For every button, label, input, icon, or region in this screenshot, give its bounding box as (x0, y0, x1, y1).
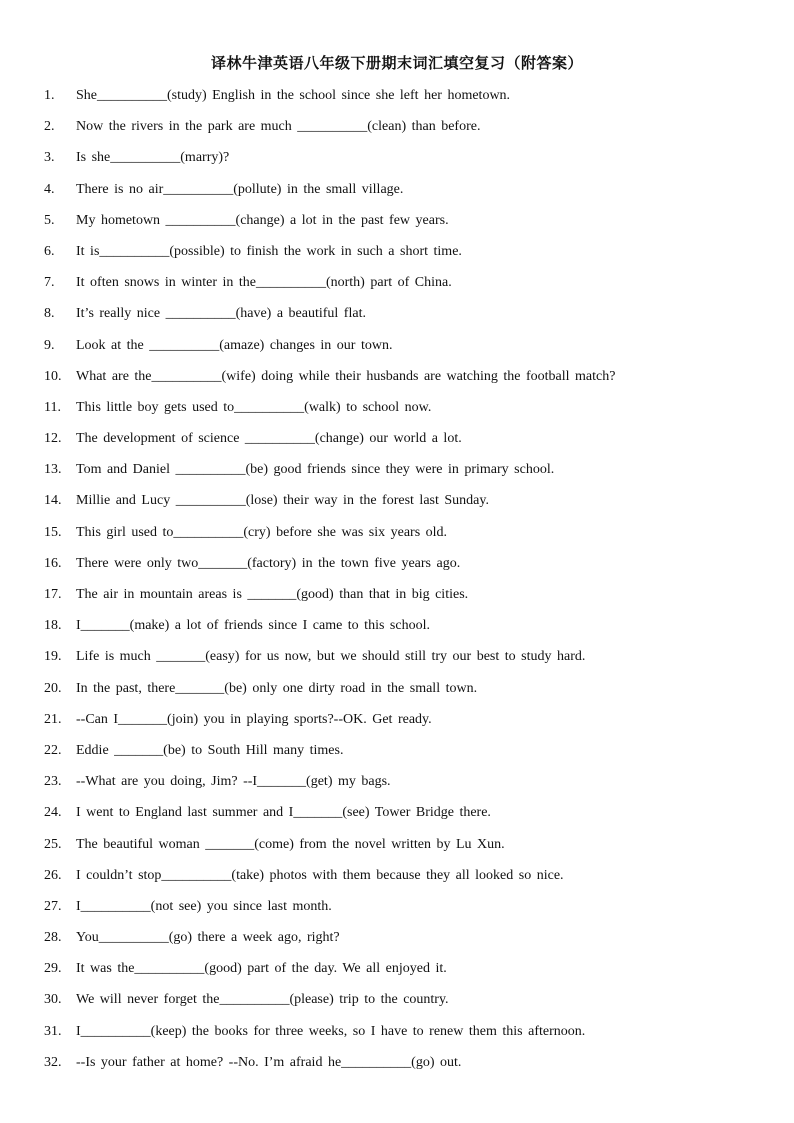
question-number: 29. (44, 961, 62, 977)
question-number: 1. (44, 88, 55, 103)
question-item (44, 803, 764, 834)
question-item (44, 585, 764, 616)
question-text: The beautiful woman _______(come) from the novel written by Lu Xun. (76, 836, 505, 852)
question-text: The air in mountain areas is _______(good) than that in big cities. (76, 587, 469, 602)
question-item (44, 959, 764, 990)
question-text: My hometown __________(change) a lot in the past few years. (76, 212, 449, 228)
question-text: It often snows in winter in the__________(north) part of China. (76, 275, 452, 291)
question-item (44, 273, 764, 304)
question-item (44, 835, 764, 866)
question-text: What are the__________(wife) doing while their husbands are watching the football match? (76, 368, 616, 384)
question-item (44, 491, 764, 522)
question-item (44, 304, 764, 335)
question-item (44, 117, 764, 148)
question-number: 22. (44, 742, 62, 758)
question-item (44, 710, 764, 741)
question-text: I__________(not see) you since last month. (76, 898, 332, 914)
question-item (44, 772, 764, 803)
question-text: There were only two_______(factory) in the town five years ago. (76, 555, 461, 571)
question-number: 26. (44, 867, 62, 883)
question-item (44, 897, 764, 928)
question-number: 30. (44, 992, 62, 1008)
question-number: 12. (44, 431, 62, 447)
question-number: 16. (44, 555, 62, 571)
question-number: 17. (44, 587, 62, 602)
page-title: 译林牛津英语八年级下册期末词汇填空复习（附答案） (210, 54, 583, 72)
question-text: --Is your father at home? --No. I’m afraid he__________(go) out. (76, 1054, 462, 1070)
question-text: It is__________(possible) to finish the work in such a short time. (76, 243, 462, 259)
question-text: I_______(make) a lot of friends since I came to this school. (76, 618, 430, 634)
question-number: 10. (44, 368, 62, 384)
question-text: This little boy gets used to__________(walk) to school now. (76, 399, 432, 415)
question-item (44, 741, 764, 772)
question-item (44, 616, 764, 647)
question-item (44, 211, 764, 242)
question-text: I couldn’t stop__________(take) photos with them because they all looked so nice. (76, 867, 564, 883)
question-number: 8. (44, 306, 55, 322)
question-text: --What are you doing, Jim? --I_______(get) my bags. (76, 774, 391, 790)
question-item (44, 928, 764, 959)
question-number: 3. (44, 150, 55, 166)
question-item (44, 1022, 764, 1053)
question-item (44, 1053, 764, 1084)
question-number: 19. (44, 649, 62, 665)
question-list (44, 86, 764, 1084)
question-text: --Can I_______(join) you in playing sports?--OK. Get ready. (76, 711, 432, 727)
question-item (44, 866, 764, 897)
question-text: Millie and Lucy __________(lose) their way in the forest last Sunday. (76, 493, 489, 509)
question-item (44, 336, 764, 367)
question-number: 5. (44, 212, 55, 228)
question-item (44, 148, 764, 179)
question-number: 7. (44, 275, 55, 291)
question-item (44, 367, 764, 398)
question-number: 13. (44, 462, 62, 478)
question-number: 15. (44, 524, 62, 540)
question-item (44, 398, 764, 429)
question-number: 25. (44, 836, 62, 852)
question-number: 14. (44, 493, 62, 509)
question-number: 32. (44, 1054, 62, 1070)
question-number: 11. (44, 399, 61, 415)
question-text: This girl used to__________(cry) before she was six years old. (76, 524, 448, 540)
question-number: 24. (44, 805, 62, 821)
question-text: Look at the __________(amaze) changes in our town. (76, 337, 393, 353)
question-number: 23. (44, 774, 62, 790)
question-text: There is no air__________(pollute) in the small village. (76, 181, 404, 197)
question-number: 27. (44, 898, 62, 914)
question-number: 31. (44, 1023, 62, 1039)
question-number: 9. (44, 337, 55, 353)
question-item (44, 554, 764, 585)
question-number: 28. (44, 930, 62, 946)
question-text: The development of science __________(change) our world a lot. (76, 431, 462, 447)
question-text: We will never forget the__________(please) trip to the country. (76, 992, 449, 1008)
question-number: 20. (44, 680, 62, 696)
question-number: 4. (44, 181, 55, 197)
question-text: Life is much _______(easy) for us now, but we should still try our best to study hard. (76, 649, 586, 665)
question-number: 18. (44, 618, 62, 634)
question-text: I went to England last summer and I_______(see) Tower Bridge there. (76, 805, 491, 821)
question-text: She__________(study) English in the school since she left her hometown. (76, 88, 511, 103)
question-item (44, 647, 764, 678)
question-text: You__________(go) there a week ago, right? (76, 930, 340, 946)
question-text: Eddie _______(be) to South Hill many times. (76, 742, 344, 758)
question-text: I__________(keep) the books for three weeks, so I have to renew them this afternoon. (76, 1023, 586, 1039)
question-text: In the past, there_______(be) only one dirty road in the small town. (76, 680, 478, 696)
question-text: Now the rivers in the park are much __________(clean) than before. (76, 119, 481, 135)
question-item (44, 679, 764, 710)
question-item (44, 460, 764, 491)
question-item (44, 86, 764, 117)
question-text: It was the__________(good) part of the day. We all enjoyed it. (76, 961, 447, 977)
question-number: 2. (44, 119, 55, 135)
question-number: 21. (44, 711, 62, 727)
question-item (44, 429, 764, 460)
question-text: Is she__________(marry)? (76, 150, 230, 166)
question-number: 6. (44, 243, 55, 259)
question-text: Tom and Daniel __________(be) good friends since they were in primary school. (76, 462, 555, 478)
question-item (44, 242, 764, 273)
question-item (44, 180, 764, 211)
question-text: It’s really nice __________(have) a beautiful flat. (76, 306, 366, 322)
question-item (44, 990, 764, 1021)
question-item (44, 523, 764, 554)
